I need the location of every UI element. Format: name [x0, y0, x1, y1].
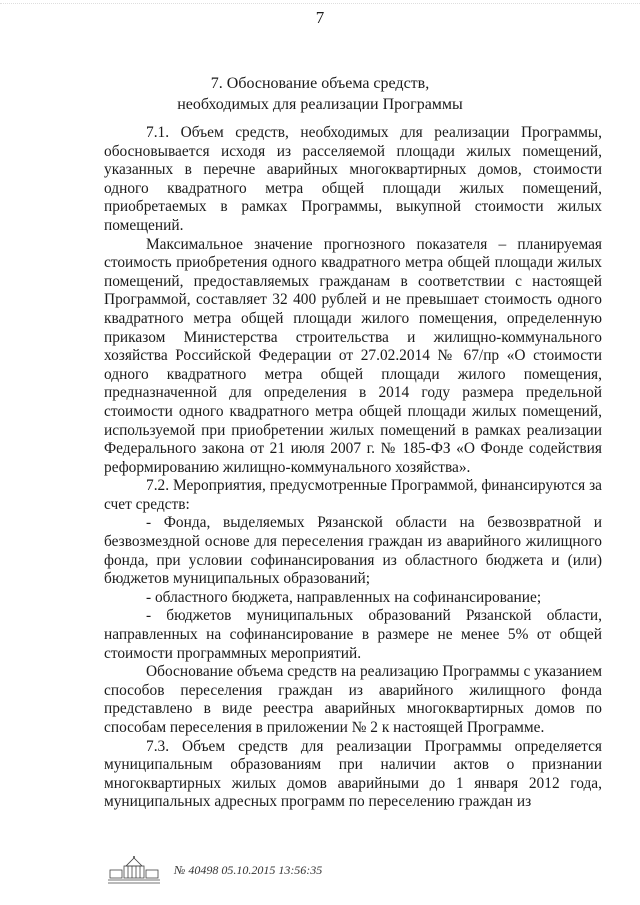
- page-number: 7: [315, 8, 325, 27]
- document-footer: [106, 853, 322, 887]
- document-body: [104, 124, 602, 812]
- paragraph: - областного бюджета, направленных на софинансирование;: [146, 588, 542, 606]
- paragraph: 7.3. Объем средств для реализации Программы определяется муниципальным образованиям при наличии актов о признании многоквартирных жилых домов аварийными до 1 января 2012 года, муниципальных адресных программ по переселению граждан из: [104, 737, 602, 811]
- paragraph: - бюджетов муниципальных образований Рязанской области, направленных на софинансирование в размере не менее 5% от общей стоимости программных мероприятий.: [104, 607, 602, 662]
- section-title: [0, 73, 640, 115]
- section-title-line-1: 7. Обоснование объема средств,: [210, 75, 430, 92]
- document-reference: № 40498 05.10.2015 13:56:35: [174, 862, 323, 877]
- paragraph: 7.1. Объем средств, необходимых для реализации Программы, обосновывается исходя из расселяемой площади жилых помещений, указанных в перечне аварийных многоквартирных домов, стоимости одного квадратного метра общей площади жилых помещений, приобретаемых в рамках Программы, выкупной стоимости жилых помещений.: [104, 124, 602, 234]
- paragraph: Обоснование объема средств на реализацию Программы с указанием способов переселения граждан из аварийного жилищного фонда представлено в виде реестра аварийных многоквартирных домов по способам переселения в приложении № 2 к настоящей Программе.: [104, 663, 602, 736]
- paragraph: - Фонда, выделяемых Рязанской области на безвозвратной и безвозмездной основе для переселения граждан из аварийного жилищного фонда, при условии софинансирования из областного бюджета и (или) бюджетов муниципальных образований;: [104, 514, 602, 588]
- paragraph: 7.2. Мероприятия, предусмотренные Программой, финансируются за счет средств:: [104, 477, 602, 513]
- building-emblem-icon: [106, 854, 162, 886]
- section-title-line-2: необходимых для реализации Программы: [177, 96, 463, 113]
- paragraph: Максимальное значение прогнозного показателя – планируемая стоимость приобретения одного квадратного метра общей площади жилых помещений, предоставляемых гражданам в соответствии с настоящей Программой, составляет 32 400 рублей и не превышает стоимость одного квадратного метра общей площади жилого помещения, определенную приказом Министерства строительства и жилищно-коммунального хозяйства Российской Федерации от 27.02.2014 № 67/пр «О стоимости одного квадратного метра общей площади жилого помещения, предназначенной для определения в 2014 году размера предельной стоимости одного квадратного метра общей площади жилых помещений, используемой при приобретении жилых помещений в рамках реализации Федерального закона от 21 июля 2007 г. № 185-ФЗ «О Фонде содействия реформированию жилищно-коммунального хозяйства».: [104, 235, 602, 476]
